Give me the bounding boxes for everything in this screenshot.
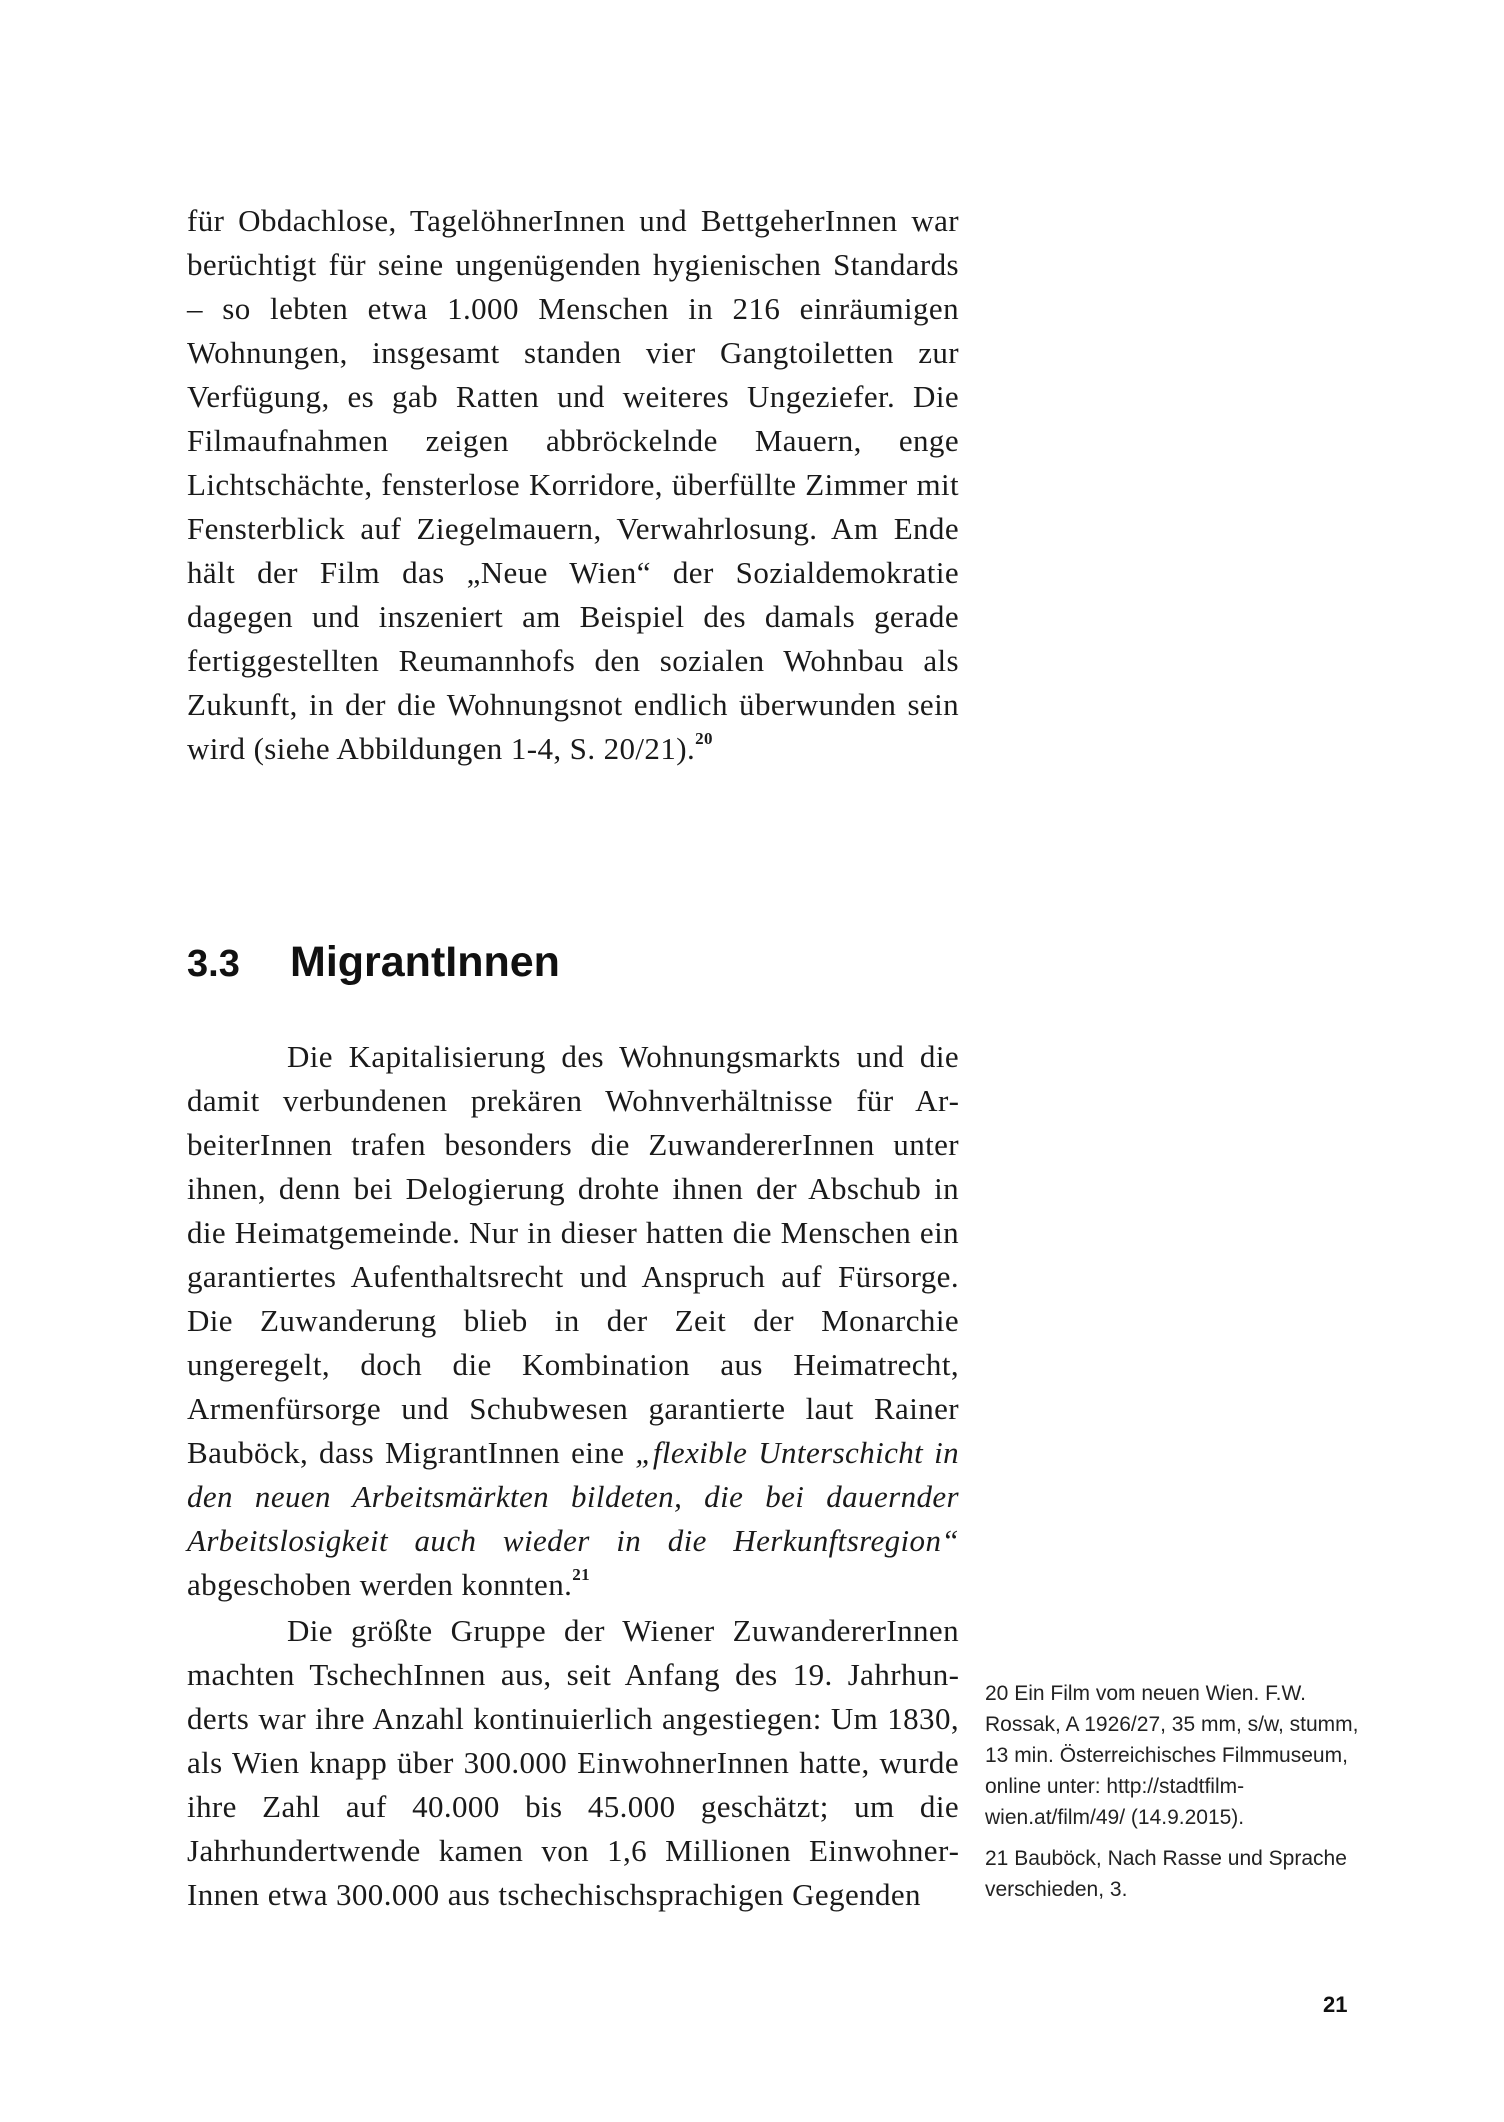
paragraph-tail: abgeschoben werden konnten. [187, 1567, 573, 1602]
section-number: 3.3 [187, 943, 240, 985]
footnote-reference[interactable]: 20 [695, 728, 713, 748]
footnotes-column [985, 1678, 1365, 1915]
footnote-20: 20 Ein Film vom neuen Wien. F.W. Rossak, A 1926/27, 35 mm, s/w, stumm, 13 min. Österreichisches Filmmuseum, online unter: http://stadtfilm-wien.at/film/49/ (14.9.2015). [985, 1682, 1359, 1829]
body-paragraph [187, 199, 959, 771]
block-quote: „flexible Unterschicht in den neuen Arbeitsmärkten bildeten, die bei dauernder Arbeitslosigkeit auch wieder in die Herkunftsregion“ [187, 1435, 960, 1558]
body-paragraph [187, 1609, 959, 1917]
footnote-reference[interactable]: 21 [572, 1564, 591, 1584]
section-heading [187, 935, 560, 991]
paragraph-text: Die Kapitalisierung des Wohnungsmarkts und die damit verbundenen prekären Wohnverhältnisse für ArbeiterInnen trafen besonders die ZuwandererInnen unter ihnen, denn bei Delogierung drohte ihnen der Abschub in die Heimatgemeinde. Nur in dieser hatten die Menschen ein garantiertes Aufenthaltsrecht und Anspruch auf Fürsorge. Die Zuwanderung blieb in der Zeit der Monarchie ungeregelt, doch die Kombination aus Heimatrecht, Armenfürsorge und Schubwesen garantierte laut Rainer Bauböck, dass MigrantInnen eine [187, 1039, 959, 1470]
body-paragraph [187, 1035, 959, 1607]
page-number: 21 [1323, 1992, 1348, 2017]
paragraph-text: Die größte Gruppe der Wiener ZuwandererInnen machten TschechInnen aus, seit Anfang des 19. Jahrhunderts war ihre Anzahl kontinuierlich angestiegen: Um 1830, als Wien knapp über 300.000 EinwohnerInnen hatte, wurde ihre Zahl auf 40.000 bis 45.000 geschätzt; um die Jahrhundertwende kamen von 1,6 Millionen EinwohnerInnen etwa 300.000 aus tschechischsprachigen Gegenden [187, 1613, 959, 1912]
paragraph-text: für Obdachlose, TagelöhnerInnen und BettgeherInnen war berüchtigt für seine ungenügenden hygienischen Standards – so lebten etwa 1.000 Menschen in 216 einräumigen Wohnungen, insgesamt standen vier Gangtoiletten zur Verfügung, es gab Ratten und weiteres Ungeziefer. Die Filmaufnahmen zeigen abbröckelnde Mauern, enge Lichtschächte, fensterlose Korridore, überfüllte Zimmer mit Fensterblick auf Ziegelmauern, Verwahrlosung. Am Ende hält der Film das „Neue Wien“ der Sozialdemokratie dagegen und inszeniert am Beispiel des damals gerade fertiggestellten Reumannhofs den sozialen Wohnbau als Zukunft, in der die Wohnungsnot endlich überwunden sein wird (siehe Abbildungen 1-4, S. 20/21). [187, 203, 959, 766]
footnote-21: 21 Bauböck, Nach Rasse und Sprache verschieden, 3. [985, 1847, 1347, 1901]
section-title: MigrantInnen [290, 938, 560, 986]
